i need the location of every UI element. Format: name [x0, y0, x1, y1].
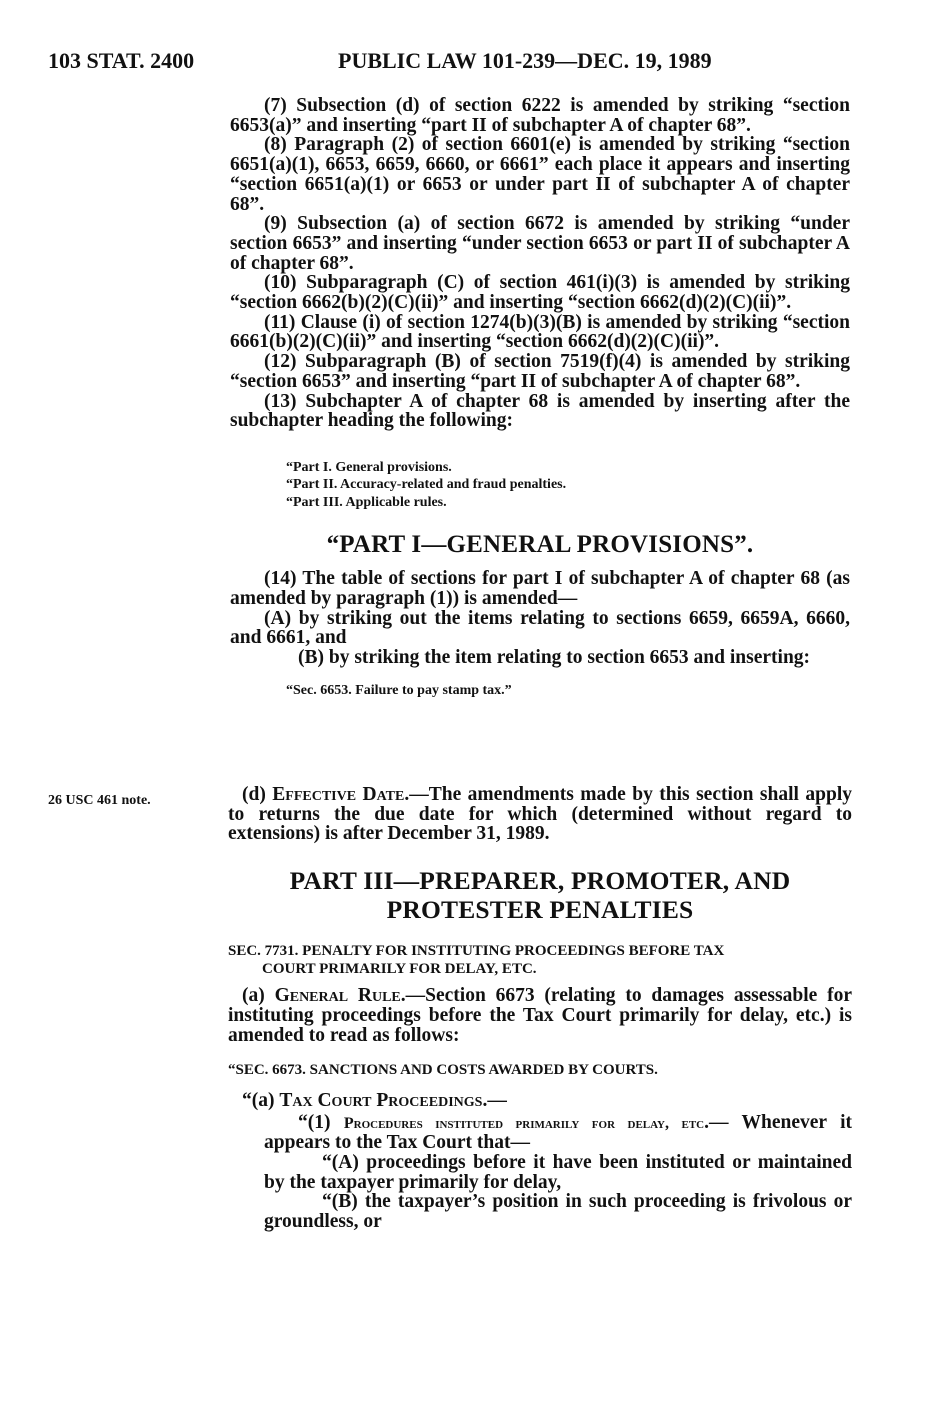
paragraph-7: (7) Subsection (d) of section 6222 is amended by striking “section 6653(a)” and inserting “part II of subchapter A of chapter 68”.: [230, 95, 850, 136]
clause-a: “(A) proceedings before it have been instituted or maintained by the taxpayer primarily for delay,: [264, 1152, 852, 1193]
general-rule-text: .—Section 6673 (relating to damages assessable for instituting proceedings before the Tax Court primarily for delay, etc.) is amended to read as follows:: [228, 985, 852, 1046]
general-rule-label: General Rule: [274, 985, 401, 1007]
general-rule-lead: (a): [242, 985, 275, 1007]
running-header: PUBLIC LAW 101-239—DEC. 19, 1989: [338, 48, 712, 73]
tax-court-proceedings: [228, 1091, 852, 1111]
procedures-label: Procedures instituted primarily for delay, etc: [343, 1114, 705, 1132]
part-i-heading: “PART I—GENERAL PROVISIONS”.: [326, 531, 754, 559]
procedures-lead: “(1): [298, 1111, 344, 1133]
parts-list-item: “Part I. General provisions.: [286, 459, 452, 475]
section-6673-heading: “SEC. 6673. SANCTIONS AND COSTS AWARDED BY COURTS.: [228, 1062, 658, 1079]
section-table-entry: “Sec. 6653. Failure to pay stamp tax.”: [286, 682, 512, 698]
section-7731-title: [228, 942, 852, 978]
paragraph-14-intro: (14) The table of sections for part I of subchapter A of chapter 68 (as amended by paragraph (1)) is amended—: [230, 568, 850, 609]
paragraph-10: (10) Subparagraph (C) of section 461(i)(3) is amended by striking “section 6662(b)(2)(C)(ii)” and inserting “section 6662(d)(2)(C)(ii)”.: [230, 272, 850, 314]
parts-list-item: “Part III. Applicable rules.: [286, 494, 447, 510]
part-iii-heading-line-1: PART III—PREPARER, PROMOTER, AND: [289, 866, 791, 896]
general-rule-paragraph: [228, 986, 852, 1045]
parts-list: [286, 459, 850, 512]
paragraph-13: (13) Subchapter A of chapter 68 is amended by inserting after the subchapter heading the following:: [230, 390, 850, 432]
tax-court-lead: “(a): [242, 1089, 280, 1111]
margin-note: 26 USC 461 note.: [48, 793, 151, 808]
paragraph-9: (9) Subsection (a) of section 6672 is amended by striking “under section 6653” and inserting “under section 6653 or part II of subchapter A of chapter 68”.: [230, 213, 850, 274]
clause-b: “(B) the taxpayer’s position in such proceeding is frivolous or groundless, or: [264, 1191, 852, 1233]
paragraph-14-a-text: (A) by striking out the items relating to sections 6659, 6659A, 6660, and 6661, and: [230, 607, 850, 649]
section-7731-title-line-1: SEC. 7731. PENALTY FOR INSTITUTING PROCEEDINGS BEFORE TAX: [228, 943, 725, 960]
paragraph-14-b-text: (B) by striking the item relating to section 6653 and inserting:: [298, 646, 811, 668]
paragraph-12: (12) Subparagraph (B) of section 7519(f)(4) is amended by striking “section 6653” and inserting “part II of subchapter A of chapter 68”.: [230, 351, 850, 392]
main-text: [230, 96, 850, 700]
part-iii-heading-line-2: PROTESTER PENALTIES: [386, 895, 694, 925]
effective-date-paragraph: [228, 785, 852, 844]
paragraph-8: (8) Paragraph (2) of section 6601(e) is amended by striking “section 6651(a)(1), 6653, 6659, 6660, or 6661” each place it appears and inserting “section 6651(a)(1) or 6653 or under part II of subchapter A of chapter 68”.: [230, 134, 850, 215]
paragraph-11: (11) Clause (i) of section 1274(b)(3)(B) is amended by striking “section 6661(b)(2)(C)(ii)” and inserting “section 6662(d)(2)(C)(ii)”.: [230, 311, 850, 353]
tax-court-tail: .—: [482, 1089, 507, 1111]
lower-text: [228, 785, 852, 1232]
parts-list-item: “Part II. Accuracy-related and fraud penalties.: [286, 477, 567, 493]
effective-date-lead: (d): [242, 784, 273, 805]
section-7731-title-line-2: COURT PRIMARILY FOR DELAY, ETC.: [262, 961, 537, 978]
procedures-text: .— Whenever it appears to the Tax Court that—: [264, 1111, 852, 1154]
effective-date-label: Effective Date: [272, 784, 405, 805]
procedures-paragraph: [228, 1113, 852, 1153]
effective-date-text: .—The amendments made by this section shall apply to returns the due date for which (determined without regard to extensions) is after December 31, 1989.: [228, 784, 852, 845]
tax-court-label: Tax Court Proceedings: [279, 1089, 483, 1111]
paragraph-14-a: [196, 609, 850, 648]
statute-page-number: 103 STAT. 2400: [48, 48, 195, 73]
part-iii-heading: [228, 866, 852, 924]
paragraph-14-b: [230, 648, 850, 668]
